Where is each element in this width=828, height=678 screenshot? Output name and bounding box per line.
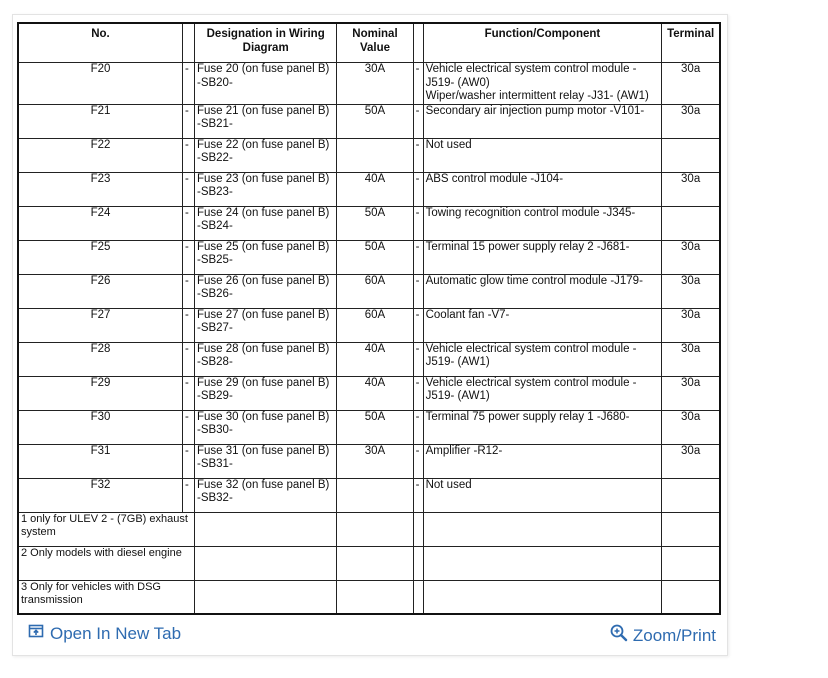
dash-cell: - [182,376,194,410]
nominal-value-cell: 50A [337,104,413,138]
header-no: No. [18,23,182,63]
empty-cell [194,580,336,614]
table-row [18,274,720,308]
header-designation: Designation in Wiring Diagram [194,23,336,63]
terminal-cell: 30a [662,104,720,138]
terminal-cell: 30a [662,308,720,342]
fuse-number: F26 [18,274,182,308]
fuse-number: F32 [18,478,182,512]
dash-cell: - [413,240,423,274]
function-cell: Vehicle electrical system control module -J519- (AW0) Wiper/washer intermittent relay -J31- (AW1) [423,63,662,105]
designation-cell: Fuse 21 (on fuse panel B) -SB21- [194,104,336,138]
open-in-new-tab-label: Open In New Tab [50,623,182,643]
header-row [18,23,720,63]
function-cell: Coolant fan -V7- [423,308,662,342]
dash-cell: - [413,308,423,342]
header-nominal-value: Nominal Value [337,23,413,63]
empty-cell [194,512,336,546]
dash-cell: - [182,104,194,138]
designation-cell: Fuse 27 (on fuse panel B) -SB27- [194,308,336,342]
header-terminal: Terminal [662,23,720,63]
footnote-cell: 3 Only for vehicles with DSG transmission [18,580,194,614]
dash-cell: - [413,410,423,444]
table-row [18,342,720,376]
dash-cell: - [182,308,194,342]
nominal-value-cell: 50A [337,240,413,274]
nominal-value-cell [337,138,413,172]
dash-cell: - [182,444,194,478]
table-row [18,63,720,105]
empty-cell [423,580,662,614]
designation-cell: Fuse 32 (on fuse panel B) -SB32- [194,478,336,512]
dash-cell: - [182,138,194,172]
terminal-cell: 30a [662,240,720,274]
table-row [18,138,720,172]
designation-cell: Fuse 26 (on fuse panel B) -SB26- [194,274,336,308]
empty-cell [662,546,720,580]
terminal-cell: 30a [662,410,720,444]
fuse-number: F22 [18,138,182,172]
empty-cell [337,546,413,580]
dash-cell: - [182,240,194,274]
header-spacer [182,23,194,63]
terminal-cell: 30a [662,172,720,206]
table-row [18,308,720,342]
dash-cell: - [413,342,423,376]
function-cell: ABS control module -J104- [423,172,662,206]
table-row [18,104,720,138]
designation-cell: Fuse 22 (on fuse panel B) -SB22- [194,138,336,172]
dash-cell: - [413,274,423,308]
table-row [18,172,720,206]
terminal-cell: 30a [662,274,720,308]
terminal-cell [662,206,720,240]
terminal-cell: 30a [662,63,720,105]
dash-cell: - [413,478,423,512]
dash-cell: - [413,104,423,138]
fuse-number: F27 [18,308,182,342]
dash-cell: - [413,206,423,240]
dash-cell: - [413,376,423,410]
fuse-number: F24 [18,206,182,240]
nominal-value-cell: 40A [337,376,413,410]
dash-cell: - [413,138,423,172]
empty-cell [413,512,423,546]
empty-cell [194,546,336,580]
zoom-print-label: Zoom/Print [632,625,716,645]
function-cell: Vehicle electrical system control module -J519- (AW1) [423,342,662,376]
table-row [18,478,720,512]
designation-cell: Fuse 28 (on fuse panel B) -SB28- [194,342,336,376]
empty-cell [662,580,720,614]
dash-cell: - [413,172,423,206]
empty-cell [413,546,423,580]
footnote-row [18,512,720,546]
fuse-number: F29 [18,376,182,410]
open-in-new-tab-link[interactable] [28,623,181,644]
nominal-value-cell: 40A [337,172,413,206]
fuse-number: F20 [18,63,182,105]
designation-cell: Fuse 31 (on fuse panel B) -SB31- [194,444,336,478]
fuse-number: F23 [18,172,182,206]
footnote-cell: 1 only for ULEV 2 - (7GB) exhaust system [18,512,194,546]
designation-cell: Fuse 25 (on fuse panel B) -SB25- [194,240,336,274]
function-cell: Amplifier -R12- [423,444,662,478]
designation-cell: Fuse 29 (on fuse panel B) -SB29- [194,376,336,410]
nominal-value-cell: 30A [337,63,413,105]
dash-cell: - [182,172,194,206]
empty-cell [662,512,720,546]
terminal-cell [662,478,720,512]
dash-cell: - [182,206,194,240]
header-function: Function/Component [423,23,662,63]
footnote-row [18,546,720,580]
nominal-value-cell: 40A [337,342,413,376]
designation-cell: Fuse 30 (on fuse panel B) -SB30- [194,410,336,444]
function-cell: Vehicle electrical system control module -J519- (AW1) [423,376,662,410]
function-cell: Secondary air injection pump motor -V101- [423,104,662,138]
empty-cell [337,580,413,614]
fuse-number: F28 [18,342,182,376]
function-cell: Terminal 75 power supply relay 1 -J680- [423,410,662,444]
dash-cell: - [182,342,194,376]
designation-cell: Fuse 20 (on fuse panel B) -SB20- [194,63,336,105]
fuse-table [17,22,721,615]
open-new-tab-icon [28,623,44,644]
designation-cell: Fuse 24 (on fuse panel B) -SB24- [194,206,336,240]
designation-cell: Fuse 23 (on fuse panel B) -SB23- [194,172,336,206]
fuse-number: F25 [18,240,182,274]
zoom-print-link[interactable] [609,623,716,648]
table-row [18,444,720,478]
function-cell: Towing recognition control module -J345- [423,206,662,240]
terminal-cell: 30a [662,376,720,410]
empty-cell [413,580,423,614]
dash-cell: - [413,444,423,478]
table-row [18,376,720,410]
zoom-in-icon [609,623,629,648]
dash-cell: - [182,274,194,308]
fuse-number: F30 [18,410,182,444]
fuse-number: F31 [18,444,182,478]
nominal-value-cell: 60A [337,274,413,308]
nominal-value-cell [337,478,413,512]
empty-cell [337,512,413,546]
header-spacer [413,23,423,63]
function-cell: Not used [423,138,662,172]
terminal-cell: 30a [662,444,720,478]
dash-cell: - [182,410,194,444]
footer-bar [14,620,724,650]
table-row [18,240,720,274]
nominal-value-cell: 30A [337,444,413,478]
terminal-cell [662,138,720,172]
nominal-value-cell: 60A [337,308,413,342]
empty-cell [423,546,662,580]
dash-cell: - [182,478,194,512]
dash-cell: - [182,63,194,105]
dash-cell: - [413,63,423,105]
table-row [18,410,720,444]
nominal-value-cell: 50A [337,206,413,240]
function-cell: Automatic glow time control module -J179- [423,274,662,308]
function-cell: Terminal 15 power supply relay 2 -J681- [423,240,662,274]
fuse-number: F21 [18,104,182,138]
function-cell: Not used [423,478,662,512]
footnote-cell: 2 Only models with diesel engine [18,546,194,580]
empty-cell [423,512,662,546]
footnote-row [18,580,720,614]
table-row [18,206,720,240]
terminal-cell: 30a [662,342,720,376]
nominal-value-cell: 50A [337,410,413,444]
